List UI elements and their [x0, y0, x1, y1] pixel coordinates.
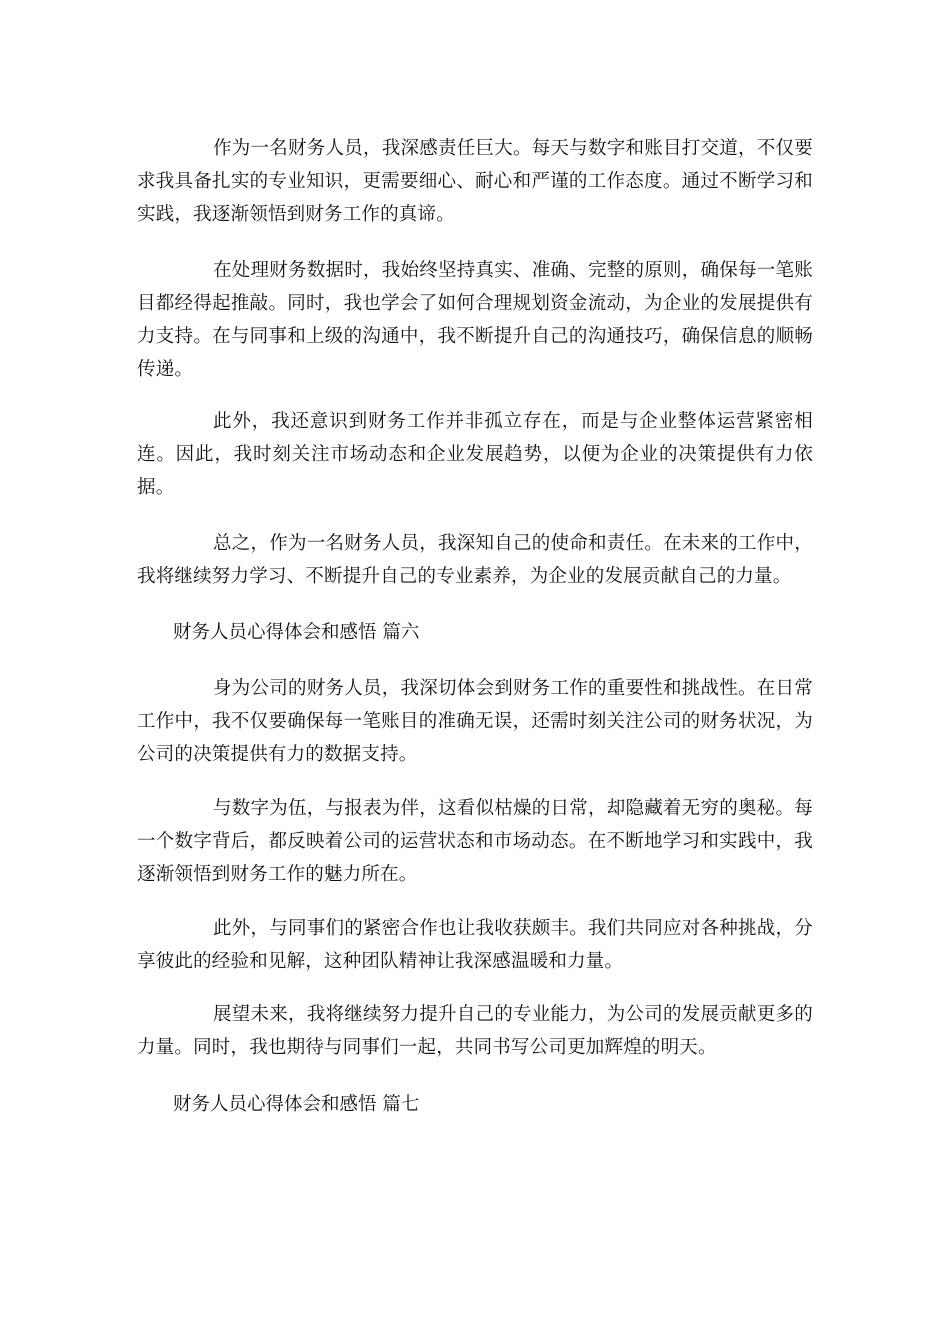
paragraph: 身为公司的财务人员，我深切体会到财务工作的重要性和挑战性。在日常工作中，我不仅要确保每一笔账目的准确无误，还需时刻关注公司的财务状况，为公司的决策提供有力的数据支持。 — [137, 678, 813, 765]
paragraph: 与数字为伍，与报表为伴，这看似枯燥的日常，却隐藏着无穷的奥秘。每一个数字背后，都反映着公司的运营状态和市场动态。在不断地学习和实践中，我逐渐领悟到财务工作的魅力所在。 — [137, 798, 813, 885]
paragraph: 此外，与同事们的紧密合作也让我收获颇丰。我们共同应对各种挑战，分享彼此的经验和见解，这种团队精神让我深感温暖和力量。 — [137, 918, 813, 972]
paragraph: 总之，作为一名财务人员，我深知自己的使命和责任。在未来的工作中，我将继续努力学习、不断提升自己的专业素养，为企业的发展贡献自己的力量。 — [137, 533, 813, 587]
paragraph: 在处理财务数据时，我始终坚持真实、准确、完整的原则，确保每一笔账目都经得起推敲。同时，我也学会了如何合理规划资金流动，为企业的发展提供有力支持。在与同事和上级的沟通中，我不断提升自己的沟通技巧，确保信息的顺畅传递。 — [137, 260, 813, 380]
paragraph: 此外，我还意识到财务工作并非孤立存在，而是与企业整体运营紧密相连。因此，我时刻关注市场动态和企业发展趋势，以便为企业的决策提供有力依据。 — [137, 411, 813, 498]
paragraph: 作为一名财务人员，我深感责任巨大。每天与数字和账目打交道，不仅要求我具备扎实的专业知识，更需要细心、耐心和严谨的工作态度。通过不断学习和实践，我逐渐领悟到财务工作的真谛。 — [137, 138, 813, 225]
section-heading-7: 财务人员心得体会和感悟 篇七 — [173, 1094, 420, 1115]
section-heading-6: 财务人员心得体会和感悟 篇六 — [173, 622, 420, 643]
paragraph: 展望未来，我将继续努力提升自己的专业能力，为公司的发展贡献更多的力量。同时，我也期待与同事们一起，共同书写公司更加辉煌的明天。 — [137, 1004, 813, 1058]
